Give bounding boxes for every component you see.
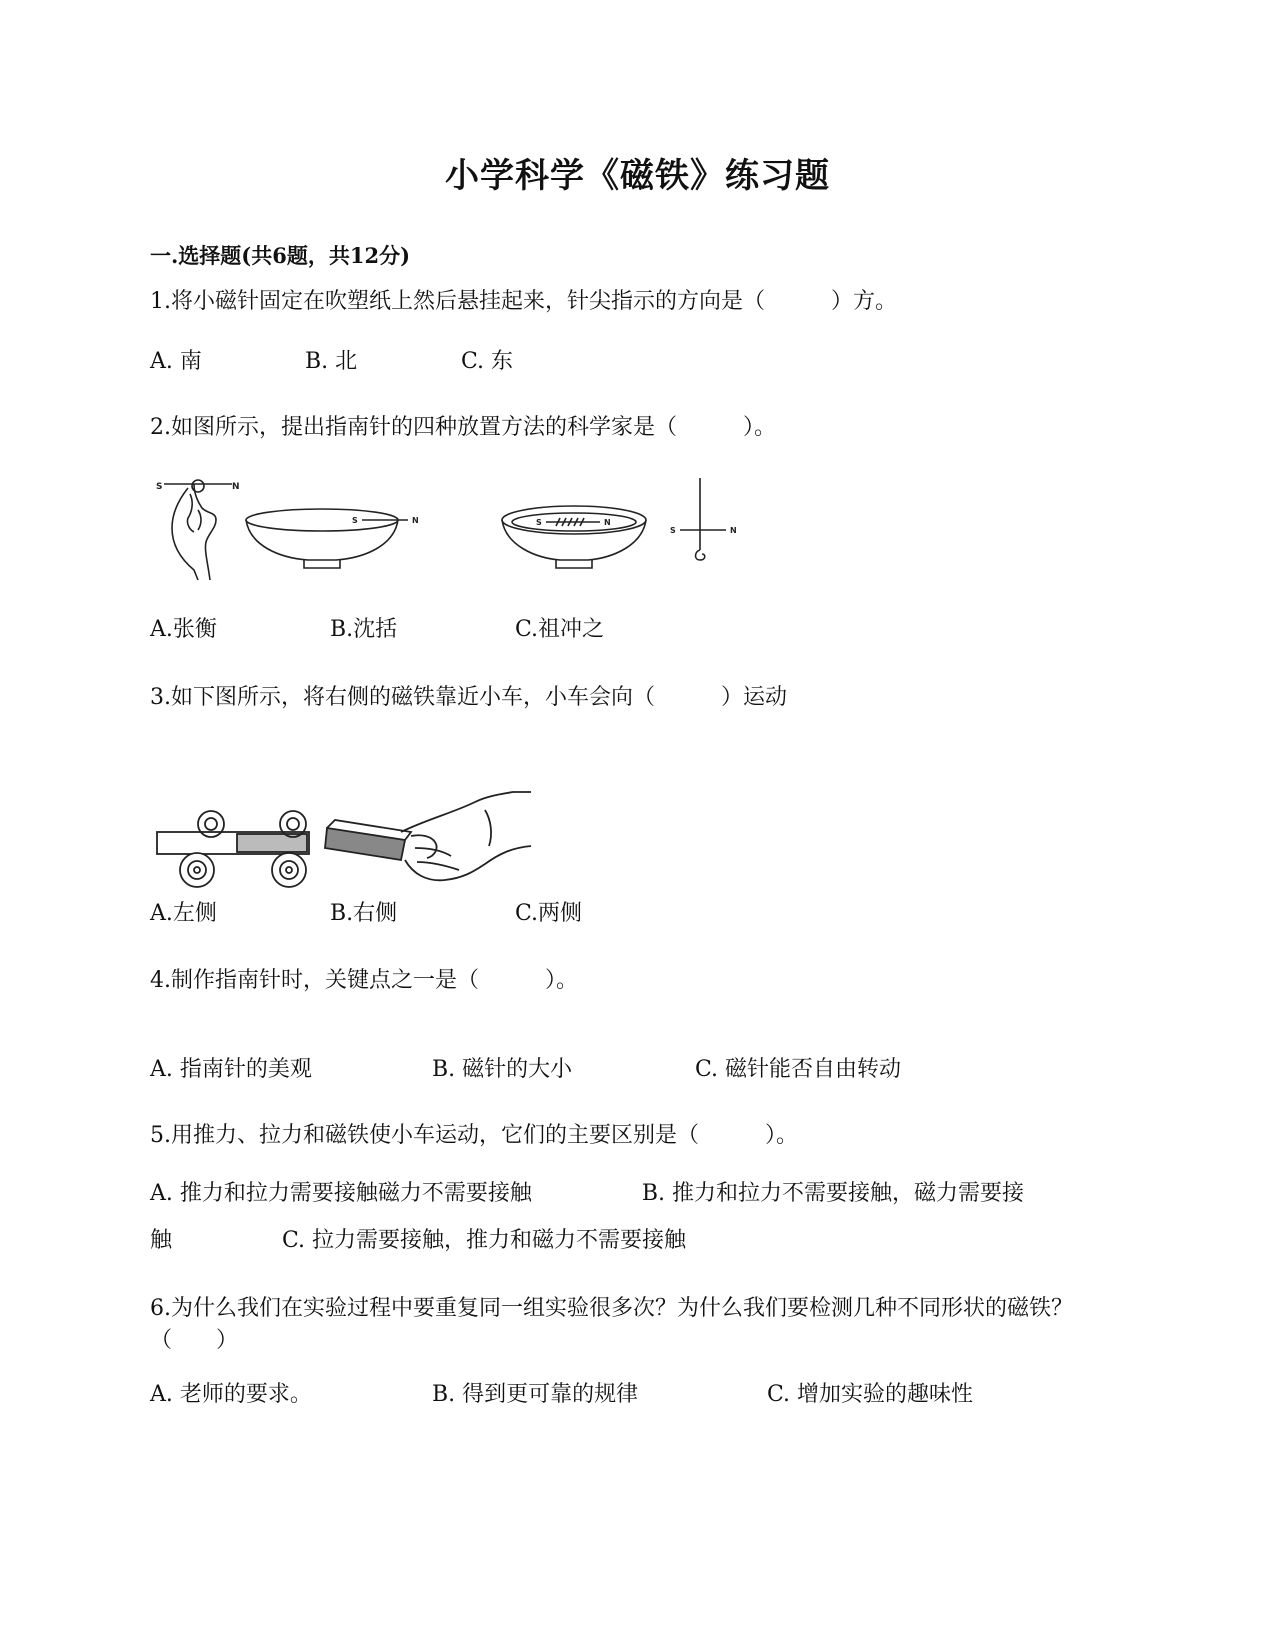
toy-car-drawing	[157, 811, 309, 887]
question-1-option-b: B. 北	[305, 349, 358, 374]
bowl-floating-needle-drawing	[502, 506, 646, 568]
question-1-option-a: A. 南	[150, 349, 202, 374]
thread-hung-needle-drawing	[680, 478, 726, 560]
question-3-text: 3.如下图所示，将右侧的磁铁靠近小车，小车会向（ ）运动	[150, 685, 787, 710]
figure-label-s-3: S	[536, 518, 542, 527]
figure-label-s-4: S	[670, 526, 676, 535]
question-2-text: 2.如图所示，提出指南针的四种放置方法的科学家是（ ）。	[150, 415, 776, 440]
question-4-option-c: C. 磁针能否自由转动	[695, 1057, 902, 1082]
finger-suspended-needle-drawing	[164, 480, 232, 580]
question-4-option-a: A. 指南针的美观	[150, 1057, 312, 1082]
question-2-option-a: A.张衡	[150, 617, 217, 642]
question-3-option-b: B.右侧	[330, 901, 398, 926]
section-heading: 一.选择题(共6题，共12分)	[150, 243, 411, 268]
figure-label-n-1: N	[232, 482, 240, 492]
figure-label-n-3: N	[604, 518, 611, 527]
question-1-option-c: C. 东	[461, 349, 514, 374]
question-3-option-a: A.左侧	[150, 901, 217, 926]
bowl-rim-needle-drawing	[246, 509, 408, 568]
figure-label-s-2: S	[352, 516, 358, 525]
question-6-option-a: A. 老师的要求。	[150, 1382, 312, 1407]
question-3-option-c: C.两侧	[515, 901, 583, 926]
question-5-options-line-1: A. 推力和拉力需要接触磁力不需要接触 B. 推力和拉力不需要接触，磁力需要接	[150, 1181, 1025, 1206]
figure-label-n-4: N	[730, 526, 737, 535]
question-2-option-b: B.沈括	[330, 617, 398, 642]
question-2-option-c: C.祖冲之	[515, 617, 605, 642]
question-4-option-b: B. 磁针的大小	[432, 1057, 573, 1082]
question-4-text: 4.制作指南针时，关键点之一是（ ）。	[150, 968, 578, 993]
question-6-option-b: B. 得到更可靠的规律	[432, 1382, 639, 1407]
question-5-options-line-2: 触 C. 拉力需要接触，推力和磁力不需要接触	[150, 1228, 687, 1253]
car-and-magnet-figure	[155, 790, 535, 902]
hand-drawing	[401, 792, 531, 880]
question-1-text: 1.将小磁针固定在吹塑纸上然后悬挂起来，针尖指示的方向是（ ）方。	[150, 289, 897, 314]
bar-magnet-drawing	[325, 820, 411, 860]
question-5-text: 5.用推力、拉力和磁铁使小车运动，它们的主要区别是（ ）。	[150, 1123, 798, 1148]
question-6-text: 6.为什么我们在实验过程中要重复同一组实验很多次？为什么我们要检测几种不同形状的磁铁？（ ）	[150, 1296, 1073, 1353]
compass-placement-figure	[150, 468, 750, 583]
question-6-option-c: C. 增加实验的趣味性	[767, 1382, 974, 1407]
figure-label-n-2: N	[412, 516, 419, 525]
page-title: 小学科学《磁铁》练习题	[445, 156, 830, 196]
figure-label-s-1: S	[156, 482, 163, 492]
